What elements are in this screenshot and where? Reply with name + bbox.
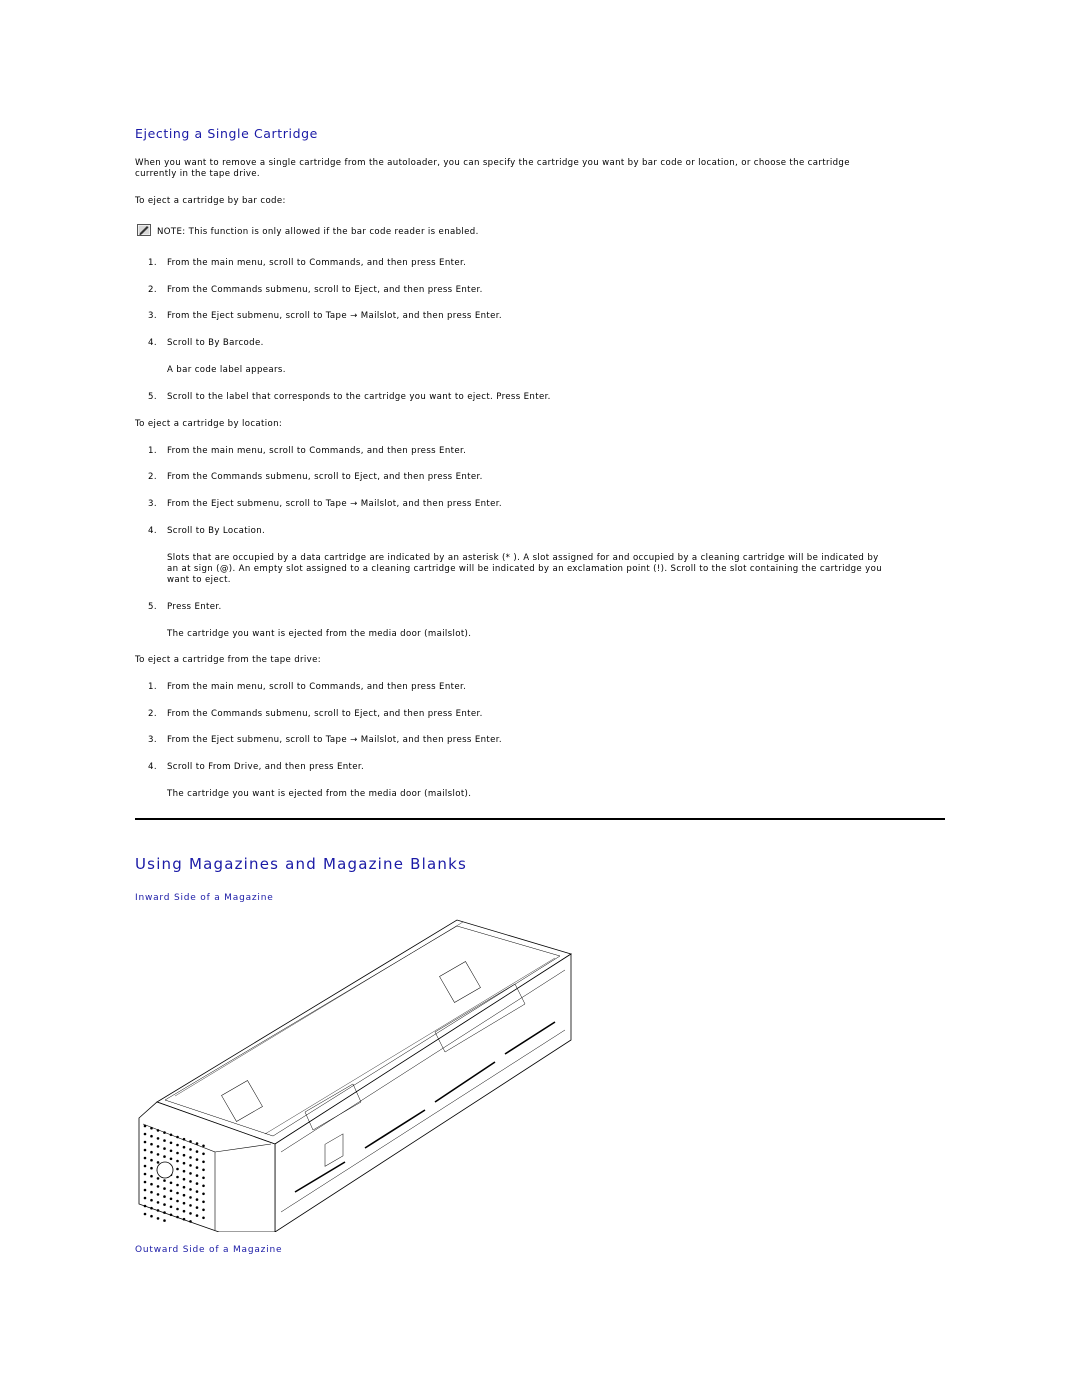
vent-dot [144, 1189, 147, 1192]
vent-dot [196, 1174, 199, 1177]
section-heading: Ejecting a Single Cartridge [135, 126, 318, 141]
vent-dot [144, 1149, 147, 1152]
vent-dot [144, 1213, 147, 1216]
vent-dot [170, 1198, 173, 1201]
vent-dot [176, 1176, 179, 1179]
vent-dot [202, 1161, 205, 1164]
vent-dot [202, 1209, 205, 1212]
vent-dot [183, 1138, 186, 1141]
vent-dot [170, 1158, 173, 1161]
section-divider [135, 818, 945, 820]
vent-dot [170, 1134, 173, 1137]
vent-dot [157, 1201, 160, 1204]
vent-dot [189, 1220, 192, 1223]
vent-dot [196, 1206, 199, 1209]
vent-dot [163, 1187, 166, 1190]
page-title: Using Magazines and Magazine Blanks [135, 855, 468, 873]
vent-dot [183, 1146, 186, 1149]
step-detail: want to eject. [167, 575, 231, 585]
vent-dot [176, 1168, 179, 1171]
vent-dot [183, 1186, 186, 1189]
vent-dot [202, 1145, 205, 1148]
vent-dot [144, 1141, 147, 1144]
vent-dot [196, 1198, 199, 1201]
vent-dot [150, 1143, 153, 1146]
vent-dot [163, 1139, 166, 1142]
vent-dot [144, 1181, 147, 1184]
step-detail: A bar code label appears. [167, 365, 286, 375]
vent-dot [183, 1162, 186, 1165]
barcode-lead: To eject a cartridge by bar code: [135, 196, 286, 206]
note-text: NOTE: This function is only allowed if the bar code reader is enabled. [157, 227, 479, 237]
vent-dot [170, 1142, 173, 1145]
vent-dot [163, 1155, 166, 1158]
vent-dot [176, 1144, 179, 1147]
vent-dot [150, 1191, 153, 1194]
magazine-illustration [135, 912, 575, 1232]
vent-dot [176, 1160, 179, 1163]
vent-dot [157, 1193, 160, 1196]
vent-dot [157, 1137, 160, 1140]
vent-dot [189, 1172, 192, 1175]
vent-dot [157, 1161, 160, 1164]
vent-dot [202, 1217, 205, 1220]
vent-dot [150, 1127, 153, 1130]
note-pencil-icon [137, 224, 151, 236]
vent-dot [157, 1209, 160, 1212]
vent-dot [163, 1211, 166, 1214]
vent-dot [176, 1208, 179, 1211]
note-callout [137, 224, 479, 237]
figure-caption-inward: Inward Side of a Magazine [135, 893, 274, 903]
vent-dot [196, 1190, 199, 1193]
step-detail: Slots that are occupied by a data cartridge are indicated by an asterisk (* ). A slot assigned for and occupied by a cleaning cartridge will be indicated by [167, 553, 879, 563]
vent-dot [170, 1150, 173, 1153]
vent-dot [157, 1177, 160, 1180]
vent-dot [189, 1156, 192, 1159]
vent-dot [150, 1199, 153, 1202]
vent-dot [176, 1216, 179, 1219]
vent-dot [196, 1182, 199, 1185]
step-detail: The cartridge you want is ejected from the media door (mailslot). [167, 629, 472, 639]
vent-dot [170, 1214, 173, 1217]
vent-dot [183, 1210, 186, 1213]
vent-dot [196, 1142, 199, 1145]
vent-dot [150, 1159, 153, 1162]
vent-dot [189, 1164, 192, 1167]
vent-dot [202, 1169, 205, 1172]
vent-dot [150, 1167, 153, 1170]
step-detail: The cartridge you want is ejected from the media door (mailslot). [167, 789, 472, 799]
step-detail: an at sign (@). An empty slot assigned to a cleaning cartridge will be indicated by an exclamation point (!). Scroll to the slot containing the cartridge you [167, 564, 882, 574]
vent-dot [202, 1193, 205, 1196]
vent-dot [144, 1165, 147, 1168]
vent-dot [157, 1145, 160, 1148]
vent-dot [157, 1129, 160, 1132]
vent-dot [176, 1192, 179, 1195]
vent-dot [144, 1197, 147, 1200]
vent-dot [150, 1207, 153, 1210]
vent-dot [157, 1185, 160, 1188]
vent-dot [189, 1140, 192, 1143]
vent-dot [176, 1200, 179, 1203]
vent-dot [189, 1180, 192, 1183]
vent-dot [163, 1131, 166, 1134]
vent-dot [196, 1150, 199, 1153]
vent-dot [189, 1188, 192, 1191]
vent-dot [150, 1151, 153, 1154]
vent-dot [163, 1195, 166, 1198]
vent-dot [189, 1212, 192, 1215]
vent-dot [189, 1204, 192, 1207]
vent-dot [170, 1190, 173, 1193]
location-lead: To eject a cartridge by location: [135, 419, 283, 429]
vent-dot [176, 1184, 179, 1187]
vent-dot [144, 1173, 147, 1176]
vent-dot [163, 1147, 166, 1150]
vent-dot [150, 1215, 153, 1218]
vent-dot [144, 1157, 147, 1160]
vent-dot [170, 1206, 173, 1209]
vent-dot [157, 1217, 160, 1220]
vent-dot [144, 1133, 147, 1136]
vent-dot [183, 1202, 186, 1205]
vent-dot [196, 1166, 199, 1169]
vent-dot [202, 1201, 205, 1204]
vent-dot [183, 1154, 186, 1157]
vent-dot [183, 1170, 186, 1173]
vent-dot [150, 1135, 153, 1138]
intro-line-2: currently in the tape drive. [135, 169, 260, 179]
vent-dot [183, 1218, 186, 1221]
vent-dot [163, 1203, 166, 1206]
vent-dot [202, 1177, 205, 1180]
vent-dot [183, 1178, 186, 1181]
vent-dot [157, 1153, 160, 1156]
vent-dot [196, 1214, 199, 1217]
vent-dot [163, 1179, 166, 1182]
vent-dot [150, 1183, 153, 1186]
drive-lead: To eject a cartridge from the tape drive: [135, 655, 321, 665]
vent-dot [150, 1175, 153, 1178]
vent-dot [144, 1205, 147, 1208]
figure-caption-outward: Outward Side of a Magazine [135, 1245, 283, 1255]
vent-dot [196, 1158, 199, 1161]
vent-dot [176, 1152, 179, 1155]
vent-dot [183, 1194, 186, 1197]
vent-dot [170, 1182, 173, 1185]
vent-dot [144, 1125, 147, 1128]
vent-dot [189, 1196, 192, 1199]
vent-dot [163, 1219, 166, 1222]
latch-knob [157, 1162, 173, 1178]
intro-line-1: When you want to remove a single cartridge from the autoloader, you can specify the cartridge you want by bar code or location, or choose the cartridge [135, 158, 850, 168]
vent-dot [202, 1185, 205, 1188]
vent-dot [202, 1153, 205, 1156]
vent-dot [189, 1148, 192, 1151]
vent-dot [176, 1136, 179, 1139]
